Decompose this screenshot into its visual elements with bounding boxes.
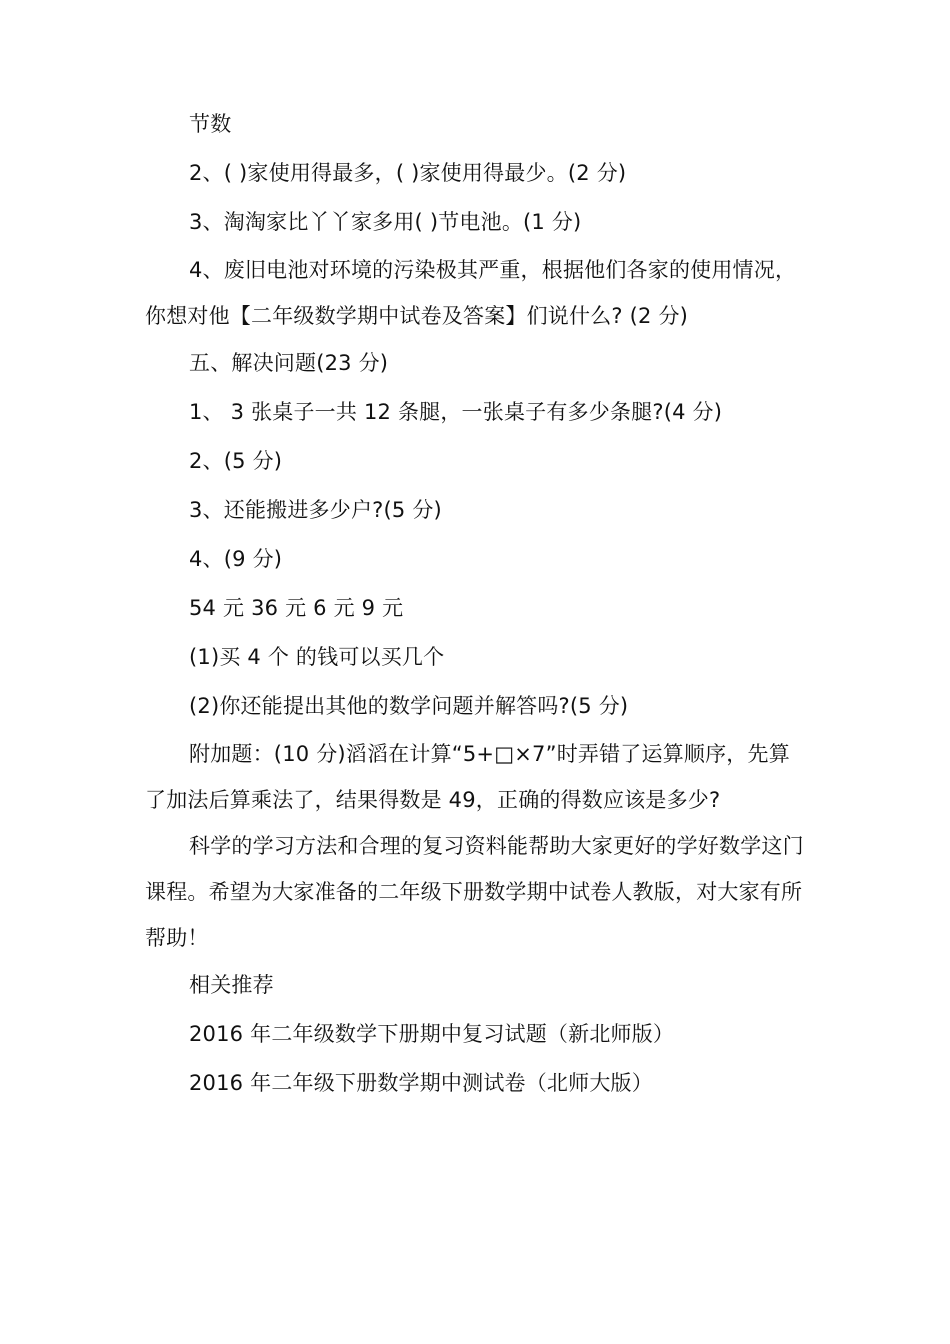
closing-paragraph: 科学的学习方法和合理的复习资料能帮助大家更好的学好数学这门课程。希望为大家准备的二年级下册数学期中试卷人教版，对大家有所帮助！ (145, 834, 804, 950)
question-2-most-least: 2、( )家使用得最多，( )家使用得最少。(2 分) (189, 161, 627, 185)
prices-line: 54 元 36 元 6 元 9 元 (189, 596, 404, 620)
problem-3-households: 3、还能搬进多少户?(5 分) (189, 498, 442, 522)
related-heading: 相关推荐 (189, 973, 274, 997)
bonus-question: 附加题：(10 分)滔滔在计算“5+□×7”时弄错了运算顺序，先算了加法后算乘法了，结果得数是 49，正确的得数应该是多少? (145, 742, 790, 812)
problem-4-part-2: (2)你还能提出其他的数学问题并解答吗?(5 分) (189, 694, 629, 718)
problem-4-part-1: (1)买 4 个 的钱可以买几个 (189, 645, 445, 669)
problem-4: 4、(9 分) (189, 547, 283, 571)
section-5-heading: 五、解决问题(23 分) (189, 351, 389, 375)
question-3-difference: 3、淘淘家比丫丫家多用( )节电池。(1 分) (189, 210, 582, 234)
document-body (145, 112, 810, 1096)
paragraph-battery-count: 节数 (189, 112, 232, 136)
problem-2: 2、(5 分) (189, 449, 283, 473)
related-link-2[interactable]: 2016 年二年级下册数学期中测试卷（北师大版） (189, 1071, 653, 1095)
related-link-1[interactable]: 2016 年二年级数学下册期中复习试题（新北师版） (189, 1022, 675, 1046)
question-4-pollution: 4、废旧电池对环境的污染极其严重，根据他们各家的使用情况，你想对他【二年级数学期中试卷及答案】们说什么? (2 分) (145, 258, 797, 328)
problem-1-tables: 1、 3 张桌子一共 12 条腿，一张桌子有多少条腿?(4 分) (189, 400, 723, 424)
